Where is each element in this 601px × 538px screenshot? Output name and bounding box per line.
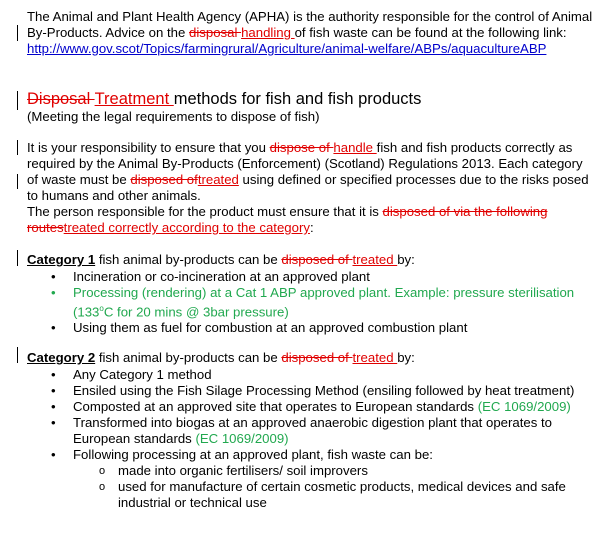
change-bar [17, 140, 18, 155]
category-1-list [48, 269, 596, 336]
intro-text: of fish waste can be found at the following link: [294, 25, 567, 40]
section-heading [27, 89, 593, 109]
sub-list-item [96, 479, 596, 511]
change-bar [17, 91, 18, 110]
category-1-intro [27, 252, 593, 268]
heading-text: methods for fish and fish products [173, 90, 422, 108]
list-item-text: made into organic fertilisers/ soil improvers [118, 463, 368, 478]
body-text: fish animal by-products can be [95, 252, 282, 267]
deleted-text: disposed of via the following routes [27, 204, 548, 235]
inserted-text: handle [333, 140, 377, 155]
bullet-icon: • [51, 269, 56, 284]
bullet-icon: • [51, 285, 56, 300]
bullet-icon: • [51, 415, 56, 430]
bullet-icon: • [51, 447, 56, 462]
bullet-icon: • [51, 399, 56, 414]
inserted-text: treated correctly according to the category [63, 220, 310, 235]
list-item-text: C for 20 mins @ 3bar pressure) [103, 304, 289, 320]
list-item-text: Any Category 1 method [73, 367, 212, 382]
list-item [48, 285, 596, 320]
change-bar [17, 347, 18, 363]
sub-list-item [96, 463, 596, 479]
body-text: by: [397, 252, 415, 267]
list-item-text: Transformed into biogas at an approved anaerobic digestion plant that operates to European standards [73, 415, 552, 446]
category-2-label: Category 2 [27, 350, 96, 365]
list-item [48, 367, 596, 383]
category-2-list [48, 367, 596, 511]
inserted-text: handling [241, 25, 295, 40]
list-item-text: Processing (rendering) at a Cat 1 ABP approved plant. Example: pressure sterilisation (133 [73, 285, 575, 320]
section-subheading: (Meeting the legal requirements to dispose of fish) [27, 109, 320, 124]
deleted-text: disposal [189, 25, 242, 40]
deleted-text: disposed of [130, 172, 198, 187]
circle-bullet-icon: o [99, 465, 106, 477]
body-text: fish and fish products correctly as required by the Animal By-Products (Enforcement) (Scotland) Regulations 2013. Each category of waste must be [27, 140, 583, 187]
list-item [48, 320, 596, 336]
regulation-reference: (EC 1069/2009) [477, 399, 571, 414]
body-text: fish animal by-products can be [95, 350, 282, 365]
list-item [48, 269, 596, 285]
inserted-text: Treatment [94, 90, 174, 108]
list-item [48, 447, 596, 511]
list-item-text: Incineration or co-incineration at an approved plant [73, 269, 370, 284]
inserted-text: treated [352, 252, 398, 267]
inserted-text: treated [197, 172, 239, 187]
body-text: The person responsible for the product must ensure that it is [27, 204, 383, 219]
list-item-text: Using them as fuel for combustion at an approved combustion plant [73, 320, 468, 336]
list-item-text: Ensiled using the Fish Silage Processing Method (ensiling followed by heat treatment) [73, 383, 575, 398]
change-bar [17, 250, 18, 266]
bullet-icon: • [51, 383, 56, 398]
deleted-text: disposed of [281, 252, 353, 267]
responsibility-paragraph [27, 140, 593, 236]
body-text: by: [397, 350, 415, 365]
list-item [48, 383, 596, 399]
sub-list [73, 463, 596, 511]
intro-text: The Animal and Plant Health Agency (APHA) is the authority responsible for the control of Animal By-Products. Advice on the [27, 9, 593, 40]
body-text: using defined or specified processes due to the risks posed to humans and other animals. [27, 172, 589, 203]
body-text: : [309, 220, 314, 235]
aquaculture-abp-link[interactable]: http://www.gov.scot/Topics/farmingrural/Agriculture/animal-welfare/ABPs/aquacultureABP [27, 41, 547, 56]
deleted-text: disposed of [281, 350, 353, 365]
list-item-text: used for manufacture of certain cosmetic products, medical devices and safe industrial or technical use [118, 479, 566, 510]
list-item-text: Composted at an approved site that operates to European standards [73, 399, 478, 414]
list-item [48, 415, 596, 447]
deleted-text: dispose of [269, 140, 334, 155]
body-text: It is your responsibility to ensure that you [27, 140, 270, 155]
bullet-icon: • [51, 367, 56, 382]
list-item-text: Following processing at an approved plant, fish waste can be: [73, 447, 433, 462]
change-bar [17, 25, 18, 41]
category-2-intro [27, 350, 593, 366]
circle-bullet-icon: o [99, 481, 106, 493]
regulation-reference: (EC 1069/2009) [195, 431, 289, 446]
deleted-text: Disposal [27, 90, 95, 108]
change-bar [17, 174, 18, 189]
bullet-icon: • [51, 320, 56, 336]
degree-superscript: o [99, 304, 104, 313]
list-item [48, 399, 596, 415]
intro-paragraph [27, 9, 593, 57]
inserted-text: treated [352, 350, 398, 365]
category-1-label: Category 1 [27, 252, 96, 267]
